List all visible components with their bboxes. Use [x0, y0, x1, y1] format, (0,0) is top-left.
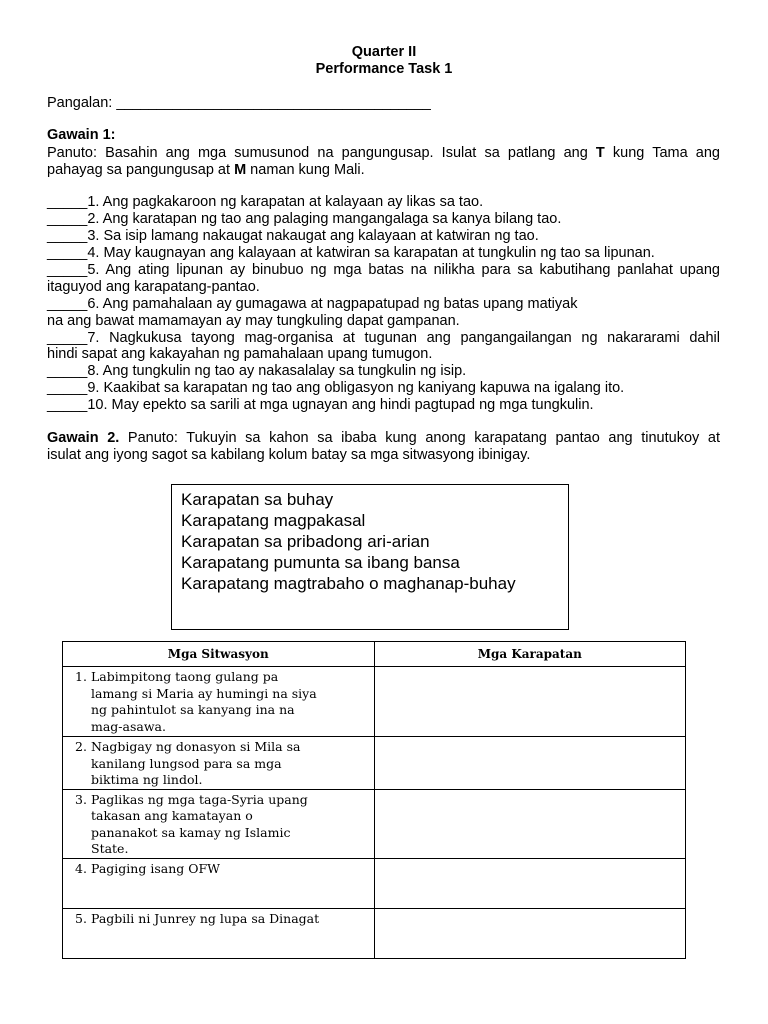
answer-cell[interactable] — [374, 789, 685, 858]
gawain1-heading: Gawain 1: — [47, 127, 116, 143]
situation-cell: 2. Nagbigay ng donasyon si Mila sa kanilang lungsod para sa mga biktima ng lindol. — [63, 737, 375, 790]
item-6[interactable]: _____6. Ang pamahalaan ay gumagawa at nagpapatupad ng batas upang matiyak — [47, 296, 578, 312]
answer-cell[interactable] — [374, 858, 685, 908]
table-row — [63, 667, 686, 737]
answer-cell[interactable] — [374, 737, 685, 790]
item-5[interactable]: _____5. Ang ating lipunan ay binubuo ng mga batas na nilikha para sa kabutihang panlahat upang — [47, 262, 720, 278]
table-row — [63, 908, 686, 958]
choice-item: Karapatan sa buhay — [181, 490, 334, 509]
choice-item: Karapatang magpakasal — [181, 511, 366, 530]
table-header-row — [63, 642, 686, 667]
item-10[interactable]: _____10. May epekto sa sarili at mga ugnayan ang hindi pagtupad ng mga tungkulin. — [47, 397, 594, 413]
item-7-continuation: hindi sapat ang kakayahan ng pamahalaan upang tumugon. — [47, 346, 433, 362]
gawain2-heading: Gawain 2. — [47, 430, 120, 446]
gawain2-instruction-line2: isulat ang iyong sagot sa kabilang kolum batay sa mga sitwasyong ibinigay. — [47, 447, 531, 463]
item-3[interactable]: _____3. Sa isip lamang nakaugat nakaugat ang kalayaan at katwiran ng tao. — [47, 228, 539, 244]
col-header-situations: Mga Sitwasyon — [63, 642, 375, 667]
item-6-continuation: na ang bawat mamamayan ay may tungkuling dapat gampanan. — [47, 313, 460, 329]
task-title: Performance Task 1 — [315, 61, 453, 77]
situation-cell: 4. Pagiging isang OFW — [63, 858, 375, 908]
situations-table — [62, 641, 686, 959]
answer-cell[interactable] — [374, 908, 685, 958]
choice-item: Karapatan sa pribadong ari-arian — [181, 532, 430, 551]
choice-item: Karapatang pumunta sa ibang bansa — [181, 553, 460, 572]
rights-choices-box — [171, 484, 569, 630]
table-row — [63, 858, 686, 908]
situation-cell: 1. Labimpitong taong gulang pa lamang si Maria ay humingi na siya ng pahintulot sa kanyang ina na mag-asawa. — [63, 667, 375, 737]
name-field[interactable] — [47, 95, 720, 112]
col-header-rights: Mga Karapatan — [374, 642, 685, 667]
item-4[interactable]: _____4. May kaugnayan ang kalayaan at katwiran sa karapatan at tungkulin ng tao sa lipunan. — [47, 245, 655, 261]
answer-cell[interactable] — [374, 667, 685, 737]
item-5-continuation: itaguyod ang karapatang-pantao. — [47, 279, 260, 295]
item-7[interactable]: _____7. Nagkukusa tayong mag-organisa at tugunan ang pangangailangan ng nakararami dahil — [47, 330, 720, 346]
item-1[interactable]: _____1. Ang pagkakaroon ng karapatan at kalayaan ay likas sa tao. — [47, 194, 484, 210]
choice-item: Karapatang magtrabaho o maghanap-buhay — [181, 574, 516, 593]
name-label: Pangalan: — [47, 95, 117, 111]
name-blank[interactable]: _______________________________________ — [116, 95, 431, 111]
situation-cell: 3. Paglikas ng mga taga-Syria upang takasan ang kamatayan o pananakot sa kamay ng Islamic State. — [63, 789, 375, 858]
gawain1-instruction-line2: pahayag sa pangungusap at M naman kung Mali. — [47, 162, 365, 178]
gawain1-instruction-line1: Panuto: Basahin ang mga sumusunod na pangungusap. Isulat sa patlang ang T kung Tama ang — [47, 145, 720, 161]
table-row — [63, 737, 686, 790]
table-row — [63, 789, 686, 858]
item-2[interactable]: _____2. Ang karatapan ng tao ang palaging mangangalaga sa kanya bilang tao. — [47, 211, 562, 227]
item-8[interactable]: _____8. Ang tungkulin ng tao ay nakasalalay sa tungkulin ng isip. — [47, 363, 467, 379]
item-9[interactable]: _____9. Kaakibat sa karapatan ng tao ang obligasyon ng kaniyang kapuwa na igalang ito. — [47, 380, 625, 396]
gawain2-instruction-line1: Gawain 2. Panuto: Tukuyin sa kahon sa ibaba kung anong karapatang pantao ang tinutukoy at — [47, 430, 720, 446]
quarter-title: Quarter II — [351, 44, 417, 60]
situation-cell: 5. Pagbili ni Junrey ng lupa sa Dinagat — [63, 908, 375, 958]
